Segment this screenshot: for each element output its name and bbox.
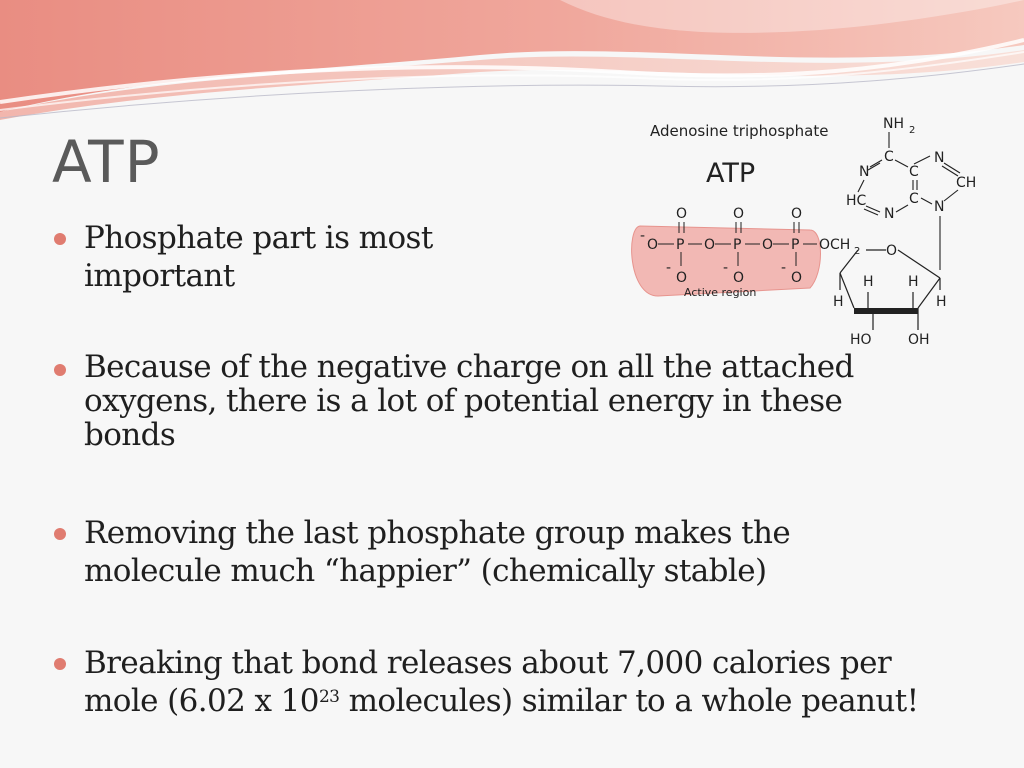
bullet-item: [84, 219, 433, 295]
bullet-dot: [54, 233, 66, 245]
bullet-line: oxygens, there is a lot of potential energy in these: [84, 383, 843, 419]
atom-h: H: [833, 294, 844, 310]
atom-ho: HO: [850, 332, 872, 348]
bullet-line: Phosphate part is most: [84, 220, 433, 256]
atom-o: O: [704, 237, 716, 253]
atom-p: P: [733, 237, 742, 253]
bullet-line: Breaking that bond releases about 7,000 calories per: [84, 645, 892, 681]
atom-h: H: [908, 274, 919, 290]
atom-c: C: [884, 149, 894, 165]
charge-minus: -: [666, 260, 672, 276]
bullet-line: important: [84, 258, 235, 294]
header-wave-banner: [0, 0, 1024, 120]
atom-o: O: [647, 237, 659, 253]
atom-h: H: [936, 294, 947, 310]
charge-minus: -: [640, 228, 646, 244]
atom-o: O: [733, 206, 745, 222]
bullet-item: [84, 644, 919, 720]
bullet-item: [84, 514, 790, 590]
atom-p: P: [791, 237, 800, 253]
bullet-line: molecule much “happier” (chemically stable): [84, 553, 767, 589]
exponent: 23: [318, 687, 340, 707]
atom-h: H: [863, 274, 874, 290]
atom-n: N: [859, 164, 870, 180]
diagram-caption: Adenosine triphosphate: [650, 122, 829, 140]
atom-hc: HC: [846, 193, 867, 209]
line-text: mole (6.02 x 10: [84, 683, 319, 719]
atom-p: P: [676, 237, 685, 253]
diagram-label: ATP: [706, 158, 756, 189]
bullet-dot: [54, 658, 66, 670]
atom-n: N: [934, 199, 945, 215]
atom-c: C: [909, 191, 919, 207]
bullet-dot: [54, 364, 66, 376]
atom-o: O: [733, 270, 745, 286]
atom-o: O: [886, 243, 898, 259]
charge-minus: -: [781, 260, 787, 276]
active-region-label: Active region: [684, 286, 757, 299]
atom-n: N: [884, 206, 895, 222]
atom-n: N: [934, 150, 945, 166]
atom-oh: OH: [908, 332, 930, 348]
atom-o: O: [676, 206, 688, 222]
bullet-line: bonds: [84, 417, 176, 453]
atom-och2: OCH: [819, 237, 851, 253]
atom-nh2: NH: [883, 116, 904, 132]
bullet-line: Because of the negative charge on all the attached: [84, 349, 854, 385]
subscript: 2: [854, 246, 861, 257]
bullet-dot: [54, 528, 66, 540]
atom-o: O: [791, 206, 803, 222]
atom-o: O: [676, 270, 688, 286]
atom-c: C: [909, 164, 919, 180]
atp-structure-diagram: [618, 108, 998, 353]
atom-o: O: [791, 270, 803, 286]
atom-o: O: [762, 237, 774, 253]
line-text: molecules) similar to a whole peanut!: [339, 683, 919, 719]
bullet-item: [84, 350, 854, 452]
atom-ch: CH: [956, 175, 977, 191]
charge-minus: -: [723, 260, 729, 276]
bullet-line: Removing the last phosphate group makes the: [84, 515, 791, 551]
slide-title: ATP: [52, 128, 161, 196]
bullet-line: [84, 682, 919, 720]
subscript: 2: [909, 125, 916, 136]
